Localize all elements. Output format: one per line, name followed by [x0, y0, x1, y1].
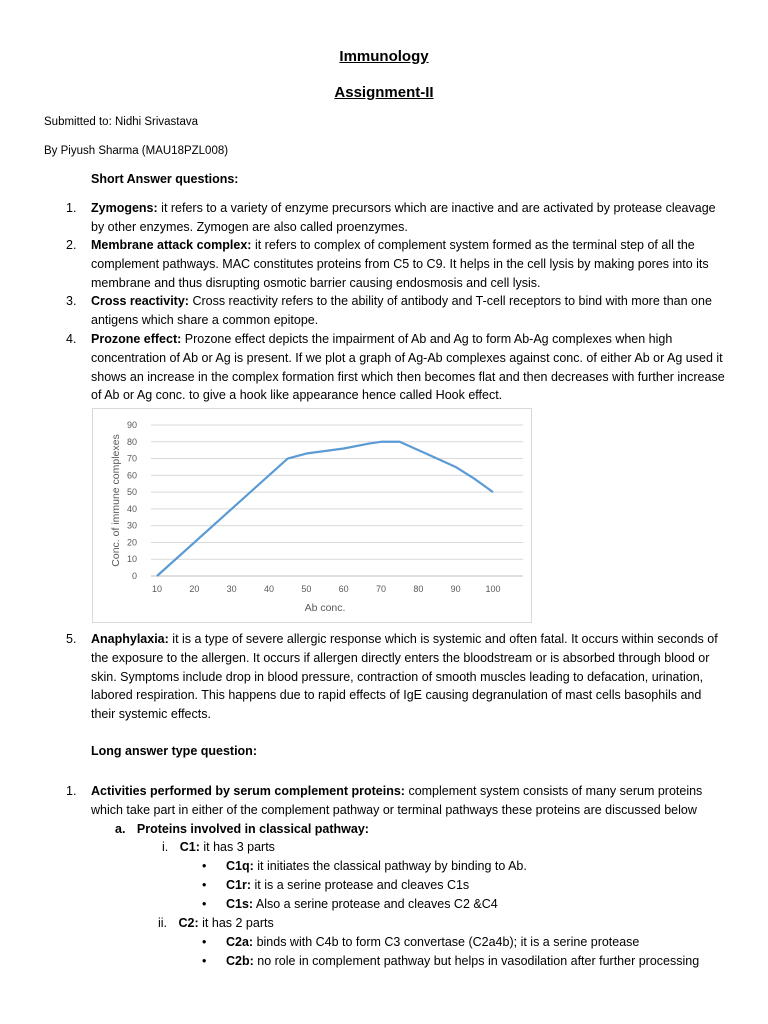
x-tick-label: 80 — [413, 584, 424, 594]
part-term: C1s: — [226, 897, 254, 911]
x-tick-label: 30 — [226, 584, 237, 594]
item-text: it is a type of severe allergic response which is systemic and often fatal. It occurs within seconds of the exposure to the allergen. It occurs if allergen directly enters the bloodstream or is absorbed through blood or skin. Symptoms include drop in blood pressure, contraction of smooth muscles leading to defacation, urination, labored respiration. This happens due to rapid effects of IgE causing degranulation of mast cells basophils and their systemic effects. — [91, 632, 718, 722]
item-number: 5. — [66, 632, 77, 646]
bullet-icon: • — [202, 935, 207, 949]
part-text: it is a serine protease and cleaves C1s — [251, 878, 470, 892]
bullet-icon: • — [202, 878, 207, 892]
y-tick-label: 30 — [126, 520, 137, 531]
bullet-icon: • — [202, 954, 207, 968]
item-number: 2. — [66, 238, 77, 252]
long-item-1 — [66, 782, 726, 820]
part-text: Also a serine protease and cleaves C2 &C4 — [253, 897, 498, 911]
bullet-icon: • — [202, 859, 207, 873]
document-subtitle: Assignment-II — [334, 84, 434, 101]
x-tick-label: 60 — [338, 584, 349, 594]
list-item — [202, 895, 498, 914]
item-number: 3. — [66, 294, 77, 308]
short-item-4 — [66, 330, 726, 405]
item-text: Cross reactivity refers to the ability of antibody and T-cell receptors to bind with more than one antigens which share a common epitope. — [91, 294, 712, 327]
item-text: Prozone effect depicts the impairment of Ab and Ag to form Ab-Ag complexes when high concentration of Ab or Ag is present. If we plot a graph of Ag-Ab complexes against conc. of either Ab or Ag used it shows an increase in the complex formation first which then becomes flat and then decreases with further increase of Ab or Ag conc. to give a hook like appearance hence called Hook effect. — [91, 332, 725, 403]
component-term: C2: — [178, 916, 199, 930]
x-tick-label: 90 — [450, 584, 461, 594]
y-tick-label: 40 — [126, 503, 137, 514]
item-term: Membrane attack complex: — [91, 238, 252, 252]
short-answer-heading: Short Answer questions: — [91, 172, 239, 186]
item-number: 1. — [66, 201, 77, 215]
component-text: it has 3 parts — [199, 840, 275, 854]
part-text: it initiates the classical pathway by binding to Ab. — [253, 859, 527, 873]
document-title: Immunology — [339, 48, 429, 65]
hook-effect-chart — [92, 408, 532, 623]
list-item — [202, 933, 639, 952]
component-c1 — [162, 838, 275, 857]
part-term: C1q: — [226, 859, 254, 873]
short-item-2 — [66, 236, 726, 292]
x-tick-label: 100 — [485, 584, 501, 594]
subsection-label: a. — [115, 822, 126, 836]
component-text: it has 2 parts — [198, 916, 274, 930]
component-term: C1: — [179, 840, 200, 854]
x-tick-label: 40 — [263, 584, 275, 594]
item-term: Cross reactivity: — [91, 294, 189, 308]
part-text: binds with C4b to form C3 convertase (C2a4b); it is a serine protease — [253, 935, 640, 949]
item-text: complement system consists of many serum proteins which take part in either of the complement pathway or terminal pathways these proteins are discussed below — [91, 784, 703, 817]
item-text: it refers to a variety of enzyme precursors which are inactive and are activated by protease cleavage by other enzymes. Zymogen are also called proenzymes. — [91, 201, 716, 234]
x-tick-label: 50 — [301, 584, 312, 594]
submitted-to: Submitted to: Nidhi Srivastava — [44, 116, 199, 128]
part-text: no role in complement pathway but helps in vasodilation after further processing — [253, 954, 700, 968]
short-item-1 — [66, 199, 726, 237]
component-label: ii. — [158, 916, 168, 930]
y-tick-label: 80 — [126, 436, 137, 447]
y-tick-label: 60 — [126, 470, 137, 481]
y-tick-label: 10 — [126, 554, 137, 565]
item-number: 4. — [66, 332, 77, 346]
x-axis-label: Ab conc. — [304, 602, 346, 614]
y-tick-label: 50 — [126, 487, 137, 498]
item-text: it refers to complex of complement system formed as the terminal step of all the complement pathways. MAC constitutes proteins from C5 to C9. It helps in the cell lysis by making pores into its membrane and thus disrupting osmotic barrier causing endosmosis and cell lysis. — [91, 238, 709, 290]
y-axis-label: Conc. of immune complexes — [110, 434, 122, 567]
item-number: 1. — [66, 784, 77, 798]
chart-canvas — [93, 409, 531, 622]
short-item-3 — [66, 292, 726, 330]
item-term: Anaphylaxia: — [91, 632, 169, 646]
part-term: C1r: — [226, 878, 252, 892]
x-tick-label: 10 — [151, 584, 163, 594]
short-item-5 — [66, 630, 726, 724]
bullet-icon: • — [202, 897, 207, 911]
subsection-title: Proteins involved in classical pathway: — [136, 822, 369, 836]
list-item — [202, 876, 469, 895]
component-label: i. — [162, 840, 169, 854]
list-item — [202, 857, 527, 876]
item-term: Prozone effect: — [91, 332, 182, 346]
component-c2 — [158, 914, 274, 933]
x-tick-label: 70 — [375, 584, 387, 594]
y-tick-label: 90 — [126, 420, 137, 430]
y-tick-label: 70 — [126, 453, 137, 464]
part-term: C2b: — [226, 954, 254, 968]
author-line: By Piyush Sharma (MAU18PZL008) — [44, 145, 229, 157]
long-answer-heading: Long answer type question: — [91, 744, 257, 758]
subsection-a — [115, 820, 369, 839]
item-term: Activities performed by serum complement proteins: — [91, 784, 405, 798]
x-tick-label: 20 — [189, 584, 200, 594]
y-tick-label: 0 — [131, 571, 137, 581]
item-term: Zymogens: — [91, 201, 158, 215]
y-tick-label: 20 — [126, 537, 137, 548]
part-term: C2a: — [226, 935, 254, 949]
list-item — [202, 952, 699, 971]
